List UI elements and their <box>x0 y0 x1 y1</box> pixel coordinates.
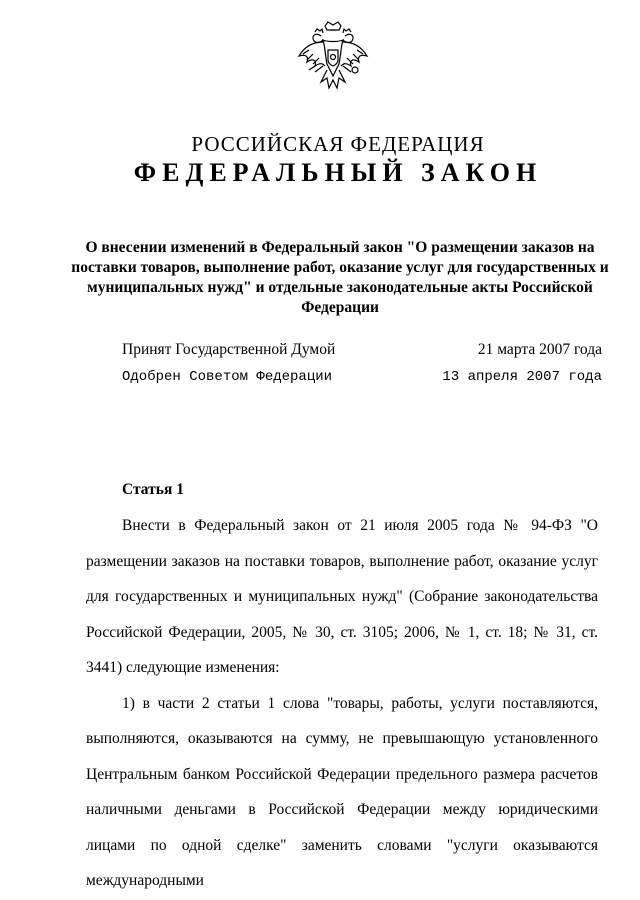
law-title: О внесении изменений в Федеральный закон "О размещении заказов на поставки товаров, выполнение работ, оказание услуг для государственных и муниципальных нужд" и отдельные законодательные акты Российской Федерации <box>71 239 609 316</box>
russian-coat-of-arms-icon <box>295 20 371 102</box>
adoption-date: 21 марта 2007 года <box>477 341 602 358</box>
article-paragraph: Внести в Федеральный закон от 21 июля 2005 года № 94-ФЗ "О размещении заказов на поставки товаров, выполнение работ, оказание услуг для государственных и муниципальных нужд" (Собрание законодательства Российской Федерации, 2005, № 30, ст. 3105; 2006, № 1, ст. 18; № 31, ст. 3441) следующие изменения: <box>86 517 598 676</box>
law-type-heading: ФЕДЕРАЛЬНЫЙ ЗАКОН <box>133 158 543 187</box>
article-heading: Статья 1 <box>122 481 184 498</box>
country-name: РОССИЙСКАЯ ФЕДЕРАЦИЯ <box>191 132 485 156</box>
adoption-body: Принят Государственной Думой <box>122 341 336 358</box>
adoption-row-duma <box>122 341 602 359</box>
article-body <box>86 508 598 899</box>
adoption-row-council <box>122 369 602 385</box>
article-paragraph: 1) в части 2 статьи 1 слова "товары, работы, услуги поставляются, выполняются, оказываются на сумму, не превышающую установленного Центральным банком Российской Федерации предельного размера расчетов наличными деньгами в Российской Федерации между юридическими лицами по одной сделке" заменить словами "услуги оказываются международными <box>86 694 598 889</box>
adoption-body: Одобрен Советом Федерации <box>122 369 333 385</box>
adoption-date: 13 апреля 2007 года <box>442 369 602 385</box>
